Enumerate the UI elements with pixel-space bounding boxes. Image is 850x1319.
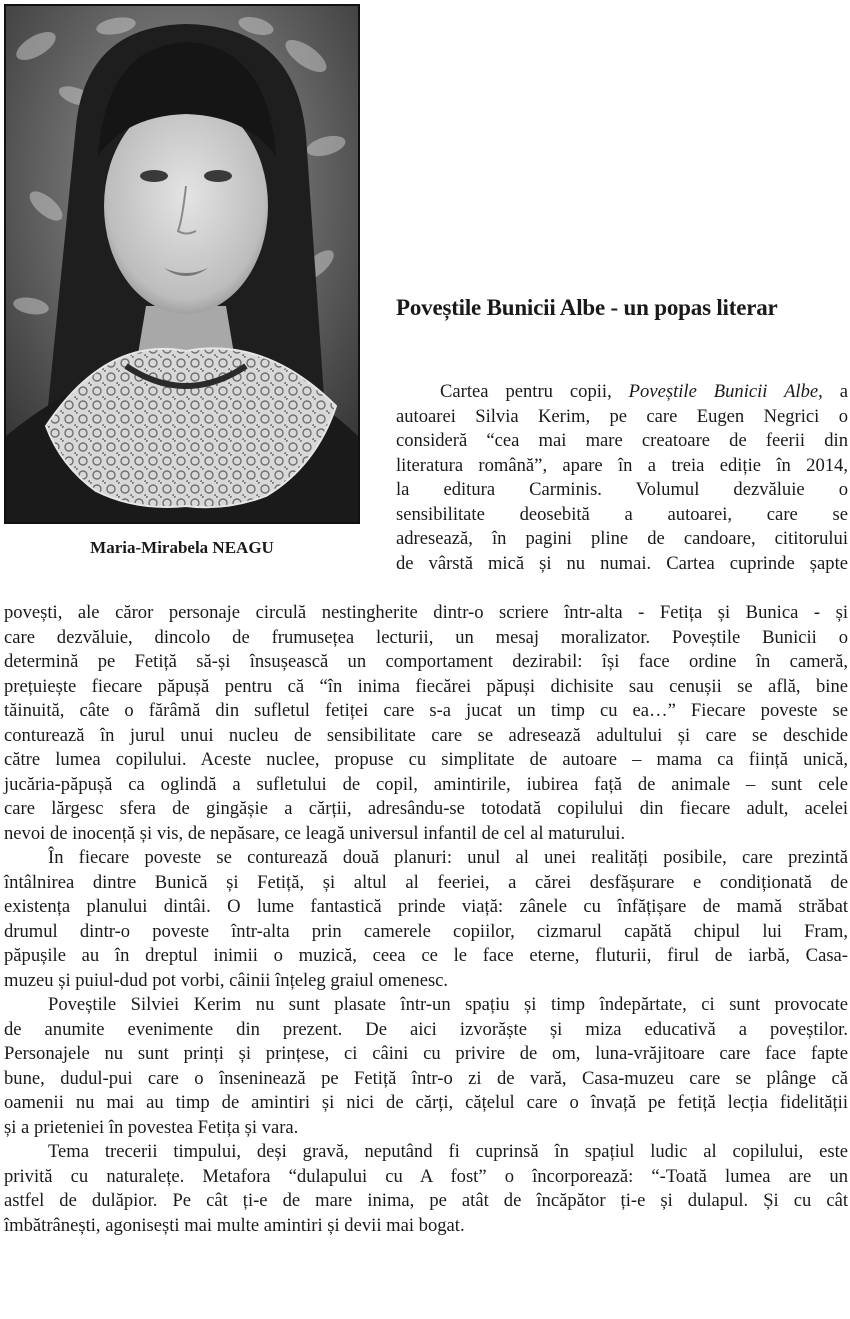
body-line: îmbătrânești, agonisești mai multe amintiri și devii mai bogat.: [4, 1214, 465, 1236]
body-line: de anumite evenimente din prezent. De aici izvorăște și miza educativă a poveștilor.: [4, 1018, 848, 1040]
body-line: jucăria-păpușă ca oglindă a sufletului de copil, amintirile, iubirea față de animale – sunt cele: [4, 773, 848, 795]
body-line: prețuiește fiecare păpușă pentru că “în inima fiecărei păpuși dichisite sau cenușii se află, bine: [4, 675, 848, 697]
body-line: păpușile au în dreptul inimii o muzică, ceea ce le face eterne, fluturii, firul de iarbă, Casa-: [4, 945, 848, 966]
book-title-italic: Poveștile Bunicii Albe,: [628, 381, 823, 402]
body-line: și a prieteniei în povestea Fetița și vara.: [4, 1116, 299, 1138]
body-line: care dezvăluie, dincolo de frumusețea lecturii, un mesaj moralizator. Poveștile Bunicii o: [4, 626, 848, 648]
intro-line-first-post: a: [822, 381, 848, 402]
intro-line-first: [396, 380, 848, 405]
body-line: întâlnirea dintre Bunică și Fetiță, și altul al feeriei, a cărei desfășurare e condiționată de: [4, 871, 848, 893]
body-line: oamenii nu mai au timp de amintiri și nici de cărți, cățelul care o învață pe fetiță lecția fidelității: [4, 1092, 848, 1113]
body-line: nevoi de inocență și vis, de nepăsare, ce leagă universul infantil de cel al maturului.: [4, 822, 626, 844]
photo-caption: Maria-Mirabela NEAGU: [90, 538, 274, 557]
body-line: povești, ale căror personaje circulă nestingherite dintr-o scriere într-alta - Fetița și Bunica - și: [4, 602, 848, 623]
body-line: tăinuită, câte o fărâmă din sufletul fetiței care s-a jucat un timp cu ea…” Fiecare poveste se: [4, 700, 848, 721]
intro-line: consideră “cea mai mare creatoare de feerii din: [396, 430, 848, 451]
intro-line: la editura Carminis. Volumul dezvăluie o: [396, 479, 848, 500]
body-line: către lumea copilului. Aceste nuclee, propuse cu simplitate de autoare – mama ca ființă unică,: [4, 749, 848, 770]
intro-line: literatura română”, apare în a treia ediție în 2014,: [396, 454, 848, 476]
intro-line: sensibilitate deosebită a autoarei, care se: [396, 503, 848, 525]
body-line: drumul dintr-o poveste într-alta prin camerele copiilor, cizmarul capătă chipul lui Fram,: [4, 920, 848, 942]
intro-line: autoarei Silvia Kerim, pe care Eugen Negrici o: [396, 405, 848, 427]
body-line: Poveștile Silviei Kerim nu sunt plasate într-un spațiu și timp îndepărtate, ci sunt provocate: [48, 994, 848, 1015]
body-line: determină pe Fetiță să-și însușească un comportament dezirabil: își face ordine în cameră,: [4, 651, 848, 672]
body-line: astfel de dulăpior. Pe cât ți-e de mare inima, pe atât de încăpător ți-e și dulapul. Și cu cât: [4, 1190, 848, 1211]
body-line: existența planului dintâi. O lume fantastică prinde viață: zânele cu înfățișare de mamă străbat: [4, 896, 848, 917]
body-line: Tema trecerii timpului, deși gravă, neputând fi cuprinsă în spațiul ludic al copilului, este: [48, 1141, 848, 1162]
intro-line: de vârstă mică și nu numai. Cartea cuprinde șapte: [396, 552, 848, 574]
body-line: În fiecare poveste se conturează două planuri: unul al unei realități posibile, care prezintă: [48, 847, 848, 868]
portrait-photo-icon: [6, 6, 358, 522]
body-line: bune, dudul-pui care o înseninează pe Fetiță într-o zi de vară, Casa-muzeu care se plânge că: [4, 1067, 848, 1089]
body-line: conturează în jurul unui nucleu de sensibilitate care se adresează adultului și care se deschide: [4, 724, 848, 746]
intro-line-first-pre: Cartea pentru copii,: [440, 381, 629, 402]
body-line: care lărgesc sfera de gingășie a cărții, adresându-se totodată copilului din fiecare adult, acelei: [4, 798, 848, 819]
body-column: [4, 601, 848, 1238]
body-line: Personajele nu sunt prinți și prințese, ci câini cu privire de om, luna-vrăjitoare care face fapte: [4, 1043, 848, 1064]
body-line: privită cu naturalețe. Metafora “dulapului cu A fost” o încorporează: “-Toată lumea are un: [4, 1165, 848, 1187]
intro-line: adresează, în pagini pline de candoare, cititorului: [396, 528, 848, 549]
article-title: Poveștile Bunicii Albe - un popas literar: [396, 295, 778, 320]
intro-column: [396, 380, 848, 576]
author-portrait-photo: [4, 4, 360, 524]
body-line: muzeu și puiul-dud pot vorbi, câinii înțeleg graiul omenesc.: [4, 969, 449, 991]
